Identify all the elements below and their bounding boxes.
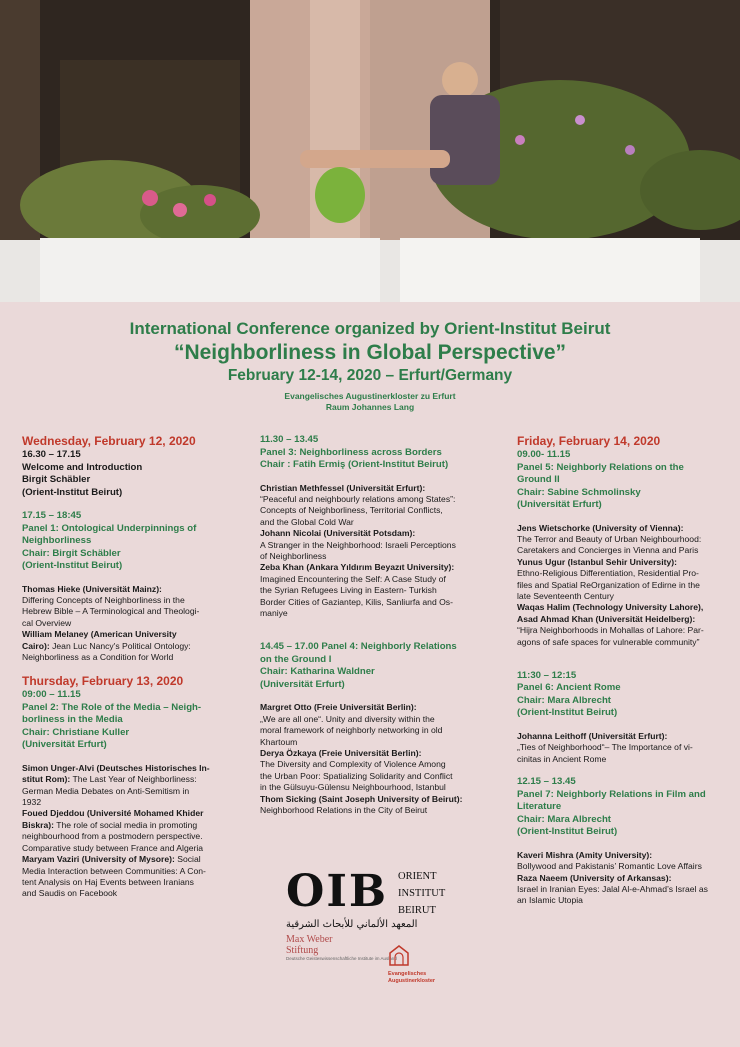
program-column-1 xyxy=(22,434,227,900)
panel-title: Literature xyxy=(517,801,562,813)
organizer-line: International Conference organized by Orient-Institut Beirut xyxy=(129,319,611,338)
speaker: Cairo): xyxy=(22,640,50,651)
talk-title: Comparative study between France and Algeria xyxy=(22,842,204,853)
panel-title: Ground II xyxy=(517,474,560,485)
augustinerkloster-logo: Evangelisches Augustinerkloster xyxy=(388,944,458,985)
talk-title: moral framework of neighborly networking in old xyxy=(260,725,443,736)
talk-title: Social xyxy=(174,854,201,865)
talk-title: an Islamic Utopia xyxy=(517,895,583,906)
header-photo xyxy=(0,0,740,302)
talk-title: Ethno-Religious Differentiation, Residential Pro- xyxy=(517,568,699,579)
panel-chair-affiliation: (Orient-Institut Beirut) xyxy=(517,826,618,838)
speaker: Jens Wietschorke (University of Vienna): xyxy=(517,522,684,533)
talk-title: Hebrew Bible – A Terminological and Theologi- xyxy=(22,606,200,617)
speaker: William Melaney (American University xyxy=(22,629,177,640)
talk-title: “Peaceful and neighbourly relations among States”: xyxy=(260,493,456,504)
oib-arabic-name: المعهد الألماني للأبحاث الشرقية xyxy=(286,919,418,930)
talk-title: and Saudis on Facebook xyxy=(22,888,118,899)
panel-chair-affiliation: (Orient-Institut Beirut) xyxy=(517,707,618,719)
talk-title: „We are all one“. Unity and diversity within the xyxy=(260,713,435,724)
talk-title: Media Interaction between Communities: A Con- xyxy=(22,865,206,876)
panel-chair: Chair: Sabine Schmolinsky xyxy=(517,486,641,498)
talk-title: The role of social media in promoting xyxy=(54,819,198,830)
panel-chair-affiliation: (Universität Erfurt) xyxy=(260,678,345,690)
speaker: Kaveri Mishra (Amity University): xyxy=(517,849,653,860)
speaker: Yunus Ugur (Istanbul Sehir University): xyxy=(517,556,677,567)
speaker: Margret Otto (Freie Universität Berlin): xyxy=(260,702,417,713)
talk-title: Neighborliness as a Condition for World xyxy=(22,651,174,662)
panel-title: on the Ground I xyxy=(260,653,332,665)
talk-title: Border Cities of Gaziantep, Kilis, Sanliurfa and Os- xyxy=(260,596,453,607)
panel-title: Panel 2: The Role of the Media – Neigh- xyxy=(22,701,202,713)
speaker-affiliation: (Orient-Institut Beirut) xyxy=(22,486,123,498)
talk-title: German Media Debates on Anti-Semitism in xyxy=(22,785,190,796)
session-time: 12.15 – 13.45 xyxy=(517,776,576,788)
talk-title: Neighborhood Relations in the City of Beirut xyxy=(260,805,428,816)
panel-title: Panel 6: Ancient Rome xyxy=(517,682,621,694)
talk-title: Caretakers and Concierges in Vienna and Paris xyxy=(517,545,699,556)
talk-title: „Ties of Neighborhood“– The Importance of vi- xyxy=(517,742,693,753)
talk-title: The Terror and Beauty of Urban Neighbourhood: xyxy=(517,533,702,544)
talk-title: Differing Concepts of Neighborliness in the xyxy=(22,594,185,605)
panel-chair: Chair: Katharina Waldner xyxy=(260,666,375,678)
session-time: 17.15 – 18:45 xyxy=(22,510,82,521)
talk-title: “Hijra Neighborhoods in Mohallas of Lahore: Par- xyxy=(517,625,704,636)
talk-title: Jean Luc Nancy's Political Ontology: xyxy=(49,640,191,651)
venue-room: Raum Johannes Lang xyxy=(325,402,415,412)
program-column-2 xyxy=(260,434,485,816)
talk-title: agons of safe spaces for vulnerable community” xyxy=(517,636,700,647)
talk-title: cinitas in Ancient Rome xyxy=(517,753,607,764)
speaker: Simon Unger-Alvi (Deutsches Historisches In- xyxy=(22,762,210,773)
panel-chair: Chair: Christiane Kuller xyxy=(22,726,130,738)
session-time: 09:00 – 11.15 xyxy=(22,689,81,701)
panel-title: borliness in the Media xyxy=(22,714,123,726)
talk-title: the Urban Poor: Spatializing Solidarity and Conflict xyxy=(260,770,453,781)
talk-title: Khartoum xyxy=(260,736,298,747)
day-heading: Thursday, February 13, 2020 xyxy=(22,674,184,689)
talk-title: the Syrian Refugees Living in Eastern- Turkish xyxy=(260,585,437,596)
speaker: Foued Djeddou (Université Mohamed Khider xyxy=(22,808,204,819)
oib-name: ORIENT INSTITUT BEIRUT xyxy=(398,871,446,916)
speaker: Asad Ahmad Khan (Universität Heidelberg): xyxy=(517,613,696,624)
talk-title: Imagined Encountering the Self: A Case Study of xyxy=(260,573,446,584)
speaker: Christian Methfessel (Universität Erfurt): xyxy=(260,482,426,493)
talk-title: Israel in Iranian Eyes: Jalal Al-e-Ahmad’s Israel as xyxy=(517,883,708,894)
speaker: Maryam Vaziri (University of Mysore): xyxy=(22,854,175,865)
session-time: 09.00- 11.15 xyxy=(517,449,571,460)
talk-title: and the Global Cold War xyxy=(260,516,354,527)
panel-chair: Chair: Birgit Schäbler xyxy=(22,547,121,559)
panel-chair: Chair: Mara Albrecht xyxy=(517,694,612,706)
talk-title: A Stranger in the Neighborhood: Israeli Perceptions xyxy=(260,539,456,550)
venue-name: Evangelisches Augustinerkloster zu Erfurt xyxy=(284,391,456,401)
conference-title: “Neighborliness in Global Perspective” xyxy=(173,341,567,364)
talk-title: The Diversity and Complexity of Violence Among xyxy=(260,759,446,770)
church-arch-icon xyxy=(388,944,410,966)
talk-title: late Seventeenth Century xyxy=(517,590,614,601)
talk-title: maniye xyxy=(260,607,288,618)
talk-title: neighbourhood from a postmodern perspective. xyxy=(22,831,203,842)
panel-title: Panel 5: Neighborly Relations on the xyxy=(517,461,684,473)
day-heading: Friday, February 14, 2020 xyxy=(517,434,661,448)
panel-title: Panel 7: Neighborly Relations in Film and xyxy=(517,788,706,800)
speaker: Derya Özkaya (Freie Universität Berlin): xyxy=(260,748,422,758)
talk-title: of Neighborliness xyxy=(260,550,327,561)
speaker: Raza Naeem (University of Arkansas): xyxy=(517,872,672,883)
panel-chair-affiliation: (Universität Erfurt) xyxy=(22,739,107,751)
conference-header xyxy=(0,318,740,413)
talk-title: tent Analysis on Haj Events between Iranians xyxy=(22,876,194,887)
speaker: Johanna Leithoff (Universität Erfurt): xyxy=(517,730,668,741)
conference-dates: February 12-14, 2020 – Erfurt/Germany xyxy=(227,367,513,384)
talk-title: Concepts of Neighborliness, Territorial Conflicts, xyxy=(260,505,443,516)
oib-wordmark: OIB xyxy=(286,866,389,917)
speaker: stitut Rom): xyxy=(22,774,71,785)
speaker-name: Birgit Schäbler xyxy=(22,474,91,485)
session-time: 11.30 – 13.45 xyxy=(260,434,319,445)
max-weber-stiftung-logo: Max Weber Stiftung Deutsche Geisteswissenschaftliche Institute im Ausland xyxy=(286,934,397,961)
speaker: Zeba Khan (Ankara Yıldırım Beyazıt University): xyxy=(260,562,455,573)
panel-chair-affiliation: (Orient-Institut Beirut) xyxy=(22,560,123,571)
session-time: 11:30 – 12:15 xyxy=(517,669,577,681)
program-column-3 xyxy=(517,434,727,907)
talk-title: 1932 xyxy=(22,797,42,808)
panel-title: Neighborliness xyxy=(22,535,92,546)
panel-title: Panel 3: Neighborliness across Borders xyxy=(260,446,442,458)
panel-chair: Chair : Fatih Ermiş (Orient-Institut Beirut) xyxy=(260,459,449,470)
speaker: Waqas Halim (Technology University Lahore), xyxy=(517,602,704,613)
talk-title: Bollywood and Pakistanis’ Romantic Love Affairs xyxy=(517,861,702,872)
speaker: Johann Nicolai (Universität Potsdam): xyxy=(260,528,416,539)
talk-title: The Last Year of Neighborliness: xyxy=(70,774,197,785)
day-heading: Wednesday, February 12, 2020 xyxy=(22,434,196,448)
speaker: Thomas Hieke (Universität Mainz): xyxy=(22,583,162,594)
panel-title: Panel 1: Ontological Underpinnings of xyxy=(22,522,197,534)
speaker: Thom Sicking (Saint Joseph University of Beirut): xyxy=(260,793,463,804)
panel-chair-affiliation: (Universität Erfurt) xyxy=(517,499,602,510)
talk-title: in the Gülsuyu-Gülensu Neighbourhood, Istanbul xyxy=(260,782,446,793)
panel-title: 14.45 – 17.00 Panel 4: Neighborly Relations xyxy=(260,641,457,653)
session-title: Welcome and Introduction xyxy=(22,461,143,473)
panel-chair: Chair: Mara Albrecht xyxy=(517,813,612,825)
talk-title: cal Overview xyxy=(22,617,72,628)
speaker: Biskra): xyxy=(22,819,54,830)
talk-title: files and Spatial ReOrganization of Edirne in the xyxy=(517,579,700,590)
session-time: 16.30 – 17.15 xyxy=(22,449,81,460)
